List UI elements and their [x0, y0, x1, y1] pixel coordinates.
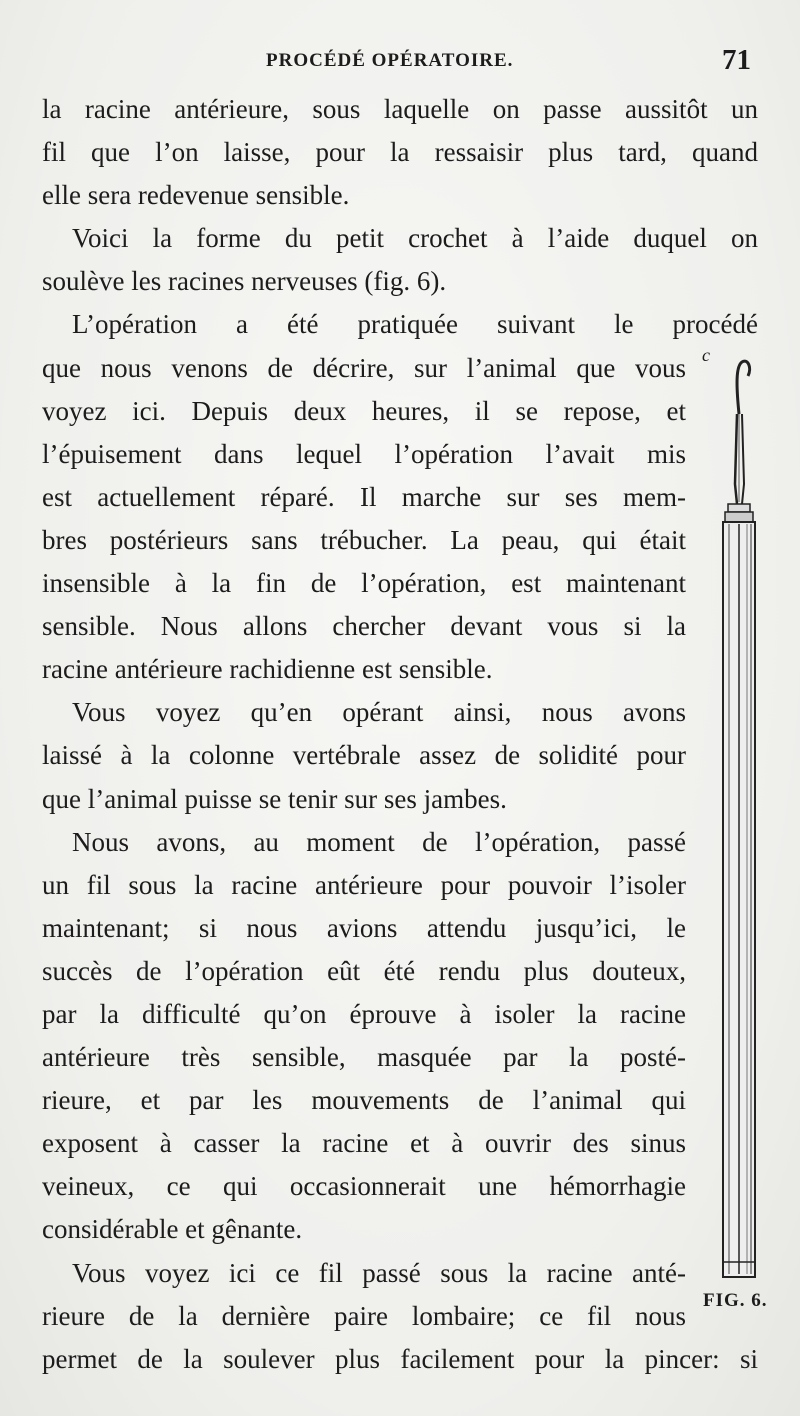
- text-line: maintenant; si nous avions attendu jusqu’ici, le: [42, 912, 686, 943]
- text-line: considérable et gênante.: [42, 1214, 303, 1245]
- surgical-hook-illustration: [706, 354, 766, 1284]
- text-line: L’opération a été pratiquée suivant le procédé: [72, 309, 758, 340]
- text-line: que l’animal puisse se tenir sur ses jambes.: [42, 783, 507, 814]
- text-line: rieure, et par les mouvements de l’animal qui: [42, 1085, 686, 1116]
- text-line: permet de la soulever plus facilement pour la pincer: si: [42, 1343, 758, 1374]
- text-line: bres postérieurs sans trébucher. La peau, qui était: [42, 524, 686, 555]
- text-line: par la difficulté qu’on éprouve à isoler la racine: [42, 998, 686, 1029]
- text-line: racine antérieure rachidienne est sensible.: [42, 654, 493, 685]
- text-line: que nous venons de décrire, sur l’animal que vous: [42, 352, 686, 383]
- text-line: Voici la forme du petit crochet à l’aide duquel on: [72, 223, 758, 254]
- text-line: soulève les racines nerveuses (fig. 6).: [42, 266, 447, 297]
- text-line: sensible. Nous allons chercher devant vous si la: [42, 611, 686, 642]
- text-line: elle sera redevenue sensible.: [42, 180, 350, 211]
- text-line: exposent à casser la racine et à ouvrir des sinus: [42, 1128, 686, 1159]
- running-head: PROCÉDÉ OPÉRATOIRE.: [266, 50, 514, 71]
- text-line: un fil sous la racine antérieure pour pouvoir l’isoler: [42, 869, 686, 900]
- text-line: voyez ici. Depuis deux heures, il se repose, et: [42, 395, 686, 426]
- text-line: antérieure très sensible, masquée par la posté-: [42, 1042, 686, 1073]
- text-line: laissé à la colonne vertébrale assez de solidité pour: [42, 740, 686, 771]
- page-number: 71: [722, 44, 751, 76]
- text-line: insensible à la fin de l’opération, est maintenant: [42, 568, 686, 599]
- text-line: Vous voyez qu’en opérant ainsi, nous avons: [72, 697, 686, 728]
- text-line: veineux, ce qui occasionnerait une hémorrhagie: [42, 1171, 686, 1202]
- text-line: succès de l’opération eût été rendu plus douteux,: [42, 955, 686, 986]
- text-line: la racine antérieure, sous laquelle on passe aussitôt un: [42, 94, 758, 124]
- page-header: [0, 44, 800, 80]
- figure-caption: FIG. 6.: [703, 1290, 768, 1311]
- text-line: l’épuisement dans lequel l’opération l’avait mis: [42, 438, 686, 469]
- figure-label: c: [702, 345, 710, 365]
- body-text: [42, 88, 758, 1381]
- text-line: fil que l’on laisse, pour la ressaisir plus tard, quand: [42, 137, 758, 168]
- text-line: Nous avons, au moment de l’opération, passé: [72, 826, 686, 857]
- text-line: est actuellement réparé. Il marche sur ses mem-: [42, 481, 686, 512]
- text-line: Vous voyez ici ce fil passé sous la racine anté-: [72, 1257, 686, 1288]
- text-line: rieure de la dernière paire lombaire; ce fil nous: [42, 1300, 686, 1331]
